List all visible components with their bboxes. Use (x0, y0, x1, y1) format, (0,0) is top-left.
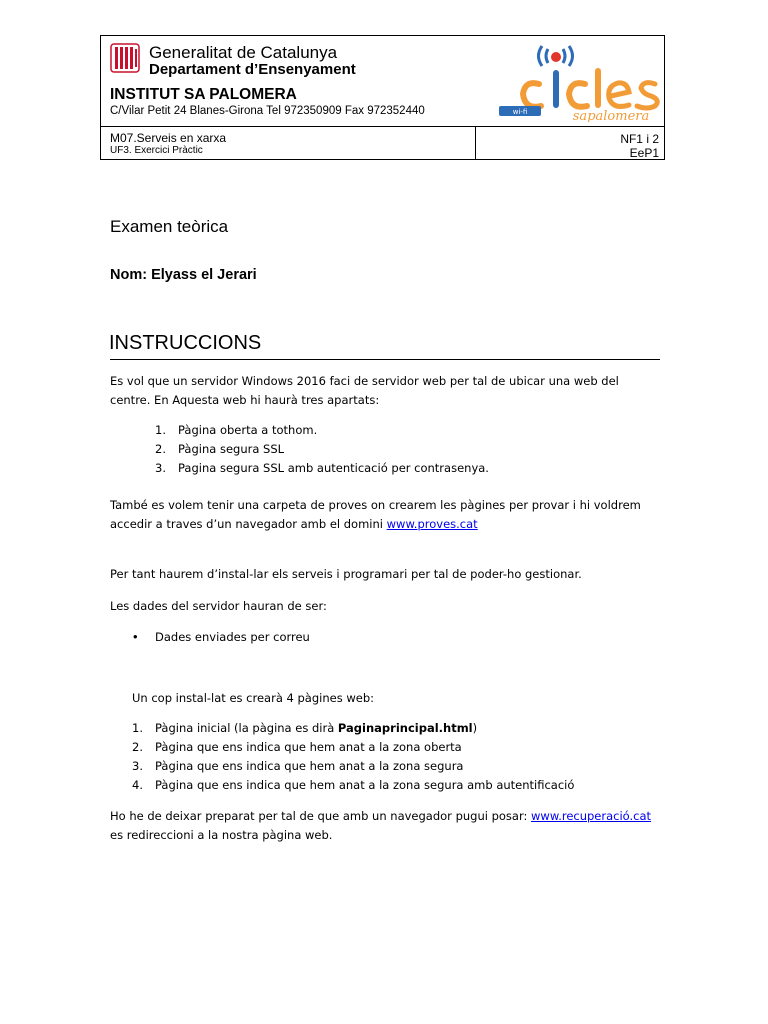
header-top-row (101, 36, 664, 127)
exam-title: Examen teòrica (110, 217, 229, 236)
proves-link[interactable]: www.proves.cat (386, 517, 478, 531)
page-item: Pàgina que ens indica que hem anat a la zona segura amb autentificació (155, 778, 575, 792)
student-name: Nom: Elyass el Jerari (110, 267, 257, 283)
bullet-item: Dades enviades per correu (155, 630, 310, 644)
generalitat-name: Generalitat de Catalunya (149, 43, 338, 62)
department-name: Departament d’Ensenyament (149, 61, 356, 78)
institute-name: INSTITUT SA PALOMERA (110, 86, 297, 103)
list-item: Pagina segura SSL amb autenticació per contrasenya. (178, 461, 489, 475)
server-data-line: Les dades del servidor hauran de ser: (110, 599, 327, 613)
pages-intro: Un cop instal-lat es crearà 4 pàgines web: (132, 691, 375, 705)
tests-line-2 (110, 515, 670, 534)
generalitat-logo-icon (110, 43, 140, 73)
list-number: 2. (132, 740, 143, 754)
intro-line-2: centre. En Aquesta web hi haurà tres apartats: (110, 393, 380, 407)
final-line-2: es redireccioni a la nostra pàgina web. (110, 828, 333, 842)
final-line-1-text: Ho he de deixar preparat per tal de que amb un navegador pugui posar: (110, 809, 532, 823)
cicles-sapalomera-logo-icon (499, 40, 679, 122)
list-number: 2. (155, 442, 166, 456)
list-number: 1. (132, 721, 143, 735)
list-item: Pàgina segura SSL (178, 442, 285, 456)
institute-address: C/Vilar Petit 24 Blanes-Girona Tel 972350909 Fax 972352440 (110, 105, 425, 117)
page-item: Pàgina que ens indica que hem anat a la zona segura (155, 759, 464, 773)
page-item-text: Pàgina inicial (la pàgina es dirà (155, 721, 338, 735)
list-number: 4. (132, 778, 143, 792)
recuperacio-link[interactable]: www.recuperació.cat (531, 809, 652, 823)
intro-line-1: Es vol que un servidor Windows 2016 faci de servidor web per tal de ubicar una web del (110, 374, 619, 388)
eep-label: EeP1 (629, 146, 659, 160)
tests-line-2-text: accedir a traves d’un navegador amb el domini (110, 517, 387, 531)
heading-rule (110, 359, 660, 360)
final-line-1 (110, 807, 670, 826)
page-item (155, 719, 477, 738)
page-item: Pàgina que ens indica que hem anat a la zona oberta (155, 740, 462, 754)
list-item: Pàgina oberta a tothom. (178, 423, 318, 437)
document-header (100, 35, 665, 160)
nf-label: NF1 i 2 (620, 132, 659, 146)
list-number: 3. (132, 759, 143, 773)
page-item-filename: Paginaprincipal.html (337, 721, 473, 735)
list-number: 3. (155, 461, 166, 475)
bullet-icon: • (133, 629, 138, 644)
logo-badge-text: wi-fi (512, 108, 528, 116)
logo-subtitle: sapalomera (572, 109, 650, 122)
page-item-suffix: ) (472, 721, 478, 735)
module-title: M07.Serveis en xarxa (110, 131, 227, 145)
instructions-heading: INSTRUCCIONS (109, 332, 262, 354)
tests-line-1: També es volem tenir una carpeta de proves on crearem les pàgines per provar i hi voldrem (110, 498, 641, 512)
list-number: 1. (155, 423, 166, 437)
unit-title: UF3. Exercici Pràctic (110, 145, 203, 156)
header-divider (475, 126, 476, 160)
install-line: Per tant haurem d’instal-lar els serveis i programari per tal de poder-ho gestionar. (110, 567, 582, 581)
